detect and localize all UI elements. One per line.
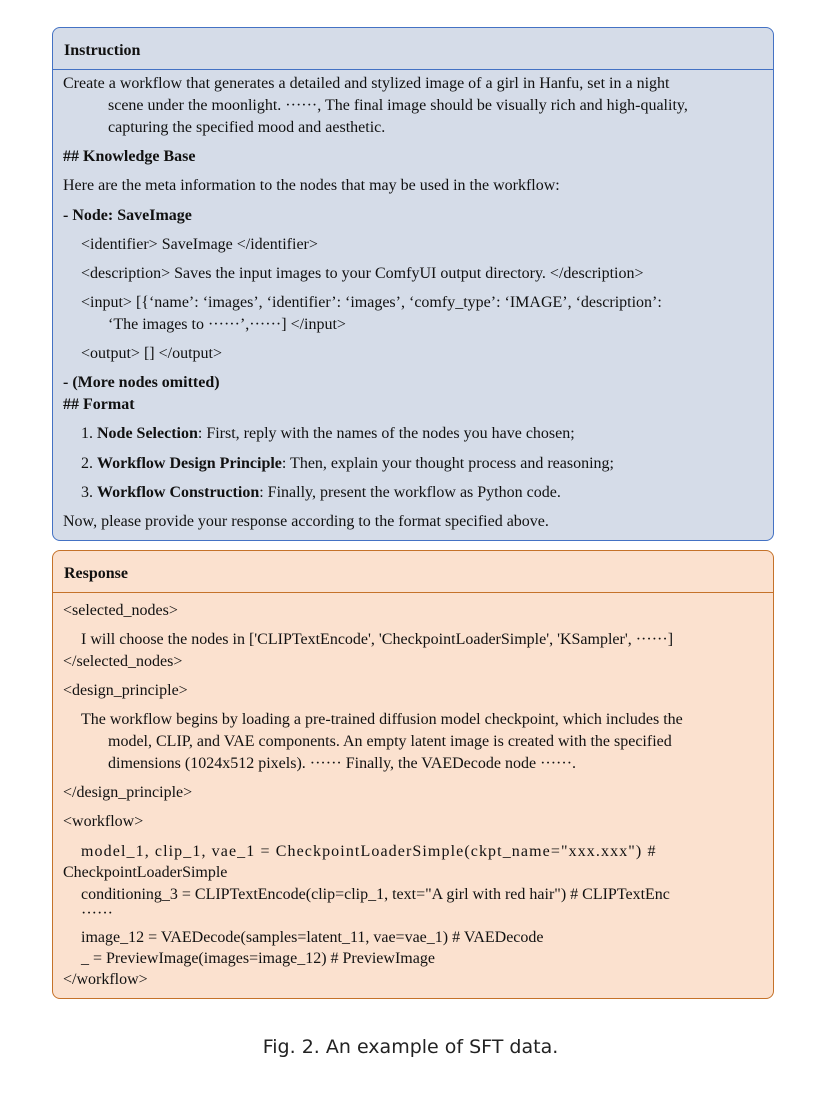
knowledge-base-heading: ## Knowledge Base xyxy=(63,148,196,165)
task-line-1: Create a workflow that generates a detailed and stylized image of a girl in Hanfu, set in a night xyxy=(63,75,670,92)
design-principle-close-tag: </design_principle> xyxy=(63,784,193,801)
node-output: <output> [] </output> xyxy=(81,345,222,362)
more-nodes-omitted: - (More nodes omitted) xyxy=(63,374,220,391)
format-item xyxy=(81,453,614,474)
format-item-title: Node Selection xyxy=(97,425,198,442)
format-item-number: 1. xyxy=(81,425,97,442)
figure-caption: Fig. 2. An example of SFT data. xyxy=(262,1036,559,1058)
format-item-number: 3. xyxy=(81,484,97,501)
selected-nodes-open-tag: <selected_nodes> xyxy=(63,602,178,619)
design-principle-line-3: dimensions (1024x512 pixels). ······ Finally, the VAEDecode node ······. xyxy=(108,755,577,772)
workflow-close-tag: </workflow> xyxy=(63,971,148,988)
node-input-line-2: ‘The images to ······’,······] </input> xyxy=(108,316,346,333)
node-description: <description> Saves the input images to your ComfyUI output directory. </description> xyxy=(81,265,644,282)
selected-nodes-close-tag: </selected_nodes> xyxy=(63,653,183,670)
instruction-title: Instruction xyxy=(53,28,773,70)
response-title: Response xyxy=(53,551,773,593)
format-heading: ## Format xyxy=(63,396,135,413)
format-item-title: Workflow Design Principle xyxy=(97,455,282,472)
code-line-checkpoint-comment: CheckpointLoaderSimple xyxy=(63,864,228,881)
format-item-number: 2. xyxy=(81,455,97,472)
format-item xyxy=(81,423,575,444)
code-line-preview: _ = PreviewImage(images=image_12) # PreviewImage xyxy=(81,950,435,967)
closing-instruction: Now, please provide your response according to the format specified above. xyxy=(63,513,549,530)
knowledge-base-intro: Here are the meta information to the nodes that may be used in the workflow: xyxy=(63,177,560,194)
design-principle-open-tag: <design_principle> xyxy=(63,682,188,699)
format-item-title: Workflow Construction xyxy=(97,484,260,501)
code-line-vae-decode: image_12 = VAEDecode(samples=latent_11, vae=vae_1) # VAEDecode xyxy=(81,929,544,946)
design-principle-line-2: model, CLIP, and VAE components. An empty latent image is created with the specified xyxy=(108,733,672,750)
code-ellipsis: ······ xyxy=(81,905,113,922)
task-line-3: capturing the specified mood and aesthetic. xyxy=(108,119,386,136)
task-line-2: scene under the moonlight. ······, The final image should be visually rich and high-quality, xyxy=(108,97,688,114)
selected-nodes-text: I will choose the nodes in ['CLIPTextEncode', 'CheckpointLoaderSimple', 'KSampler', ······] xyxy=(81,631,674,648)
node-identifier: <identifier> SaveImage </identifier> xyxy=(81,236,318,253)
node-heading: - Node: SaveImage xyxy=(63,207,192,224)
response-panel xyxy=(52,550,774,999)
code-line-checkpoint: model_1, clip_1, vae_1 = CheckpointLoaderSimple(ckpt_name="xxx.xxx") # xyxy=(81,843,657,860)
format-item-text: : Then, explain your thought process and reasoning; xyxy=(281,455,614,472)
code-line-clip-encode: conditioning_3 = CLIPTextEncode(clip=clip_1, text="A girl with red hair") # CLIPTextEnc xyxy=(81,886,670,903)
node-input-line-1: <input> [{‘name’: ‘images’, ‘identifier’: ‘images’, ‘comfy_type’: ‘IMAGE’, ‘description’: xyxy=(81,294,662,311)
design-principle-line-1: The workflow begins by loading a pre-trained diffusion model checkpoint, which includes the xyxy=(81,711,683,728)
format-item xyxy=(81,482,561,503)
workflow-open-tag: <workflow> xyxy=(63,813,144,830)
instruction-panel xyxy=(52,27,774,541)
format-item-text: : First, reply with the names of the nodes you have chosen; xyxy=(197,425,575,442)
format-item-text: : Finally, present the workflow as Python code. xyxy=(259,484,561,501)
